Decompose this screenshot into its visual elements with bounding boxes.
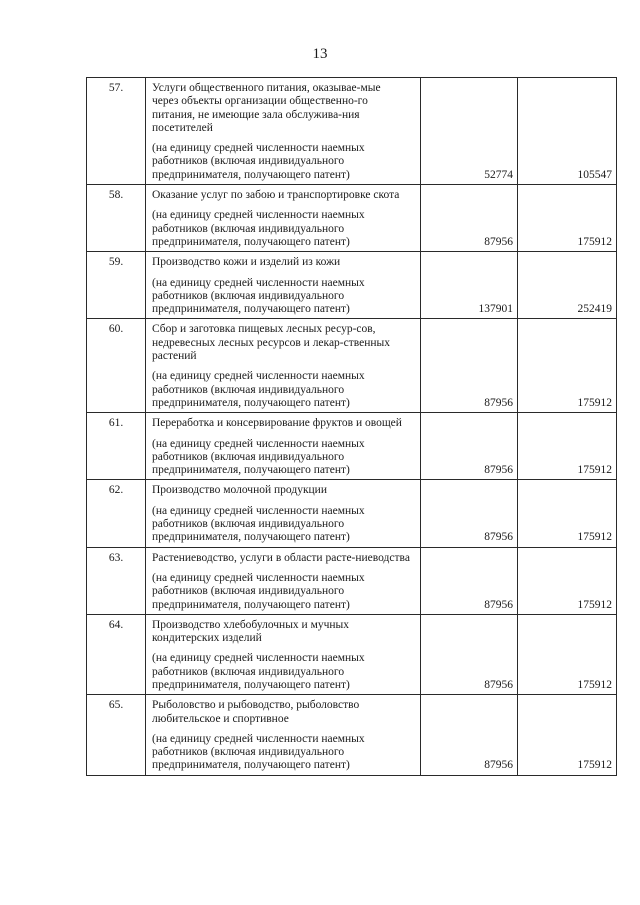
row-value-2: 252419 <box>518 252 617 319</box>
table-row <box>87 695 617 775</box>
row-note: (на единицу средней численности наемных работников (включая индивидуального предпринимателя, получающего патент) <box>152 209 365 248</box>
services-table <box>86 77 617 776</box>
row-number: 59. <box>87 252 146 319</box>
table-row <box>87 413 617 480</box>
row-description <box>146 413 421 480</box>
table-row <box>87 547 617 614</box>
row-value-1: 87956 <box>421 695 518 775</box>
row-number: 60. <box>87 319 146 413</box>
row-note: (на единицу средней численности наемных работников (включая индивидуального предпринимателя, получающего патент) <box>152 652 365 691</box>
row-description <box>146 319 421 413</box>
row-value-1: 87956 <box>421 614 518 694</box>
row-number: 62. <box>87 480 146 547</box>
row-title: Производство молочной продукции <box>152 484 327 497</box>
table-row <box>87 78 617 185</box>
row-value-2: 175912 <box>518 185 617 252</box>
row-description <box>146 78 421 185</box>
row-value-2: 175912 <box>518 319 617 413</box>
row-note: (на единицу средней численности наемных работников (включая индивидуального предпринимателя, получающего патент) <box>152 276 365 316</box>
row-description <box>146 695 421 775</box>
table-row <box>87 319 617 413</box>
row-number: 61. <box>87 413 146 480</box>
row-number: 64. <box>87 614 146 694</box>
row-number: 65. <box>87 695 146 775</box>
row-note: (на единицу средней численности наемных работников (включая индивидуального предпринимателя, получающего патент) <box>152 142 365 181</box>
table-row <box>87 185 617 252</box>
row-title: Переработка и консервирование фруктов и овощей <box>152 417 402 430</box>
row-value-2: 175912 <box>518 614 617 694</box>
page-number: 13 <box>312 46 328 62</box>
row-description <box>146 614 421 694</box>
row-value-2: 175912 <box>518 413 617 480</box>
row-number: 58. <box>87 185 146 252</box>
row-number: 57. <box>87 78 146 185</box>
row-note: (на единицу средней численности наемных работников (включая индивидуального предпринимателя, получающего патент) <box>152 571 365 611</box>
table-row <box>87 614 617 694</box>
row-title: Сбор и заготовка пищевых лесных ресур-сов, недревесных лесных ресурсов и лекар-ственных растений <box>152 323 391 363</box>
row-value-1: 87956 <box>421 185 518 252</box>
row-value-2: 175912 <box>518 480 617 547</box>
row-value-1: 87956 <box>421 319 518 413</box>
row-note: (на единицу средней численности наемных работников (включая индивидуального предпринимателя, получающего патент) <box>152 504 365 544</box>
row-title: Рыболовство и рыбоводство, рыболовство любительское и спортивное <box>152 699 360 725</box>
row-value-1: 87956 <box>421 413 518 480</box>
row-title: Производство кожи и изделий из кожи <box>152 256 341 269</box>
row-note: (на единицу средней численности наемных работников (включая индивидуального предпринимателя, получающего патент) <box>152 370 365 409</box>
row-value-2: 175912 <box>518 695 617 775</box>
row-description <box>146 252 421 319</box>
row-note: (на единицу средней численности наемных работников (включая индивидуального предпринимателя, получающего патент) <box>152 437 365 477</box>
row-value-1: 87956 <box>421 547 518 614</box>
row-number: 63. <box>87 547 146 614</box>
row-value-2: 175912 <box>518 547 617 614</box>
row-description <box>146 185 421 252</box>
row-value-1: 137901 <box>421 252 518 319</box>
table-row <box>87 480 617 547</box>
row-note: (на единицу средней численности наемных работников (включая индивидуального предпринимателя, получающего патент) <box>152 732 365 772</box>
row-title: Услуги общественного питания, оказывае-мые через объекты организации общественно-го питания, не имеющие зала обслужива-ния посетителей <box>152 82 381 134</box>
row-title: Растениеводство, услуги в области расте-ниеводства <box>152 551 410 564</box>
row-value-1: 52774 <box>421 78 518 185</box>
row-description <box>146 547 421 614</box>
row-title: Производство хлебобулочных и мучных кондитерских изделий <box>152 618 350 645</box>
row-title: Оказание услуг по забою и транспортировке скота <box>152 189 400 202</box>
table-row <box>87 252 617 319</box>
row-value-1: 87956 <box>421 480 518 547</box>
row-description <box>146 480 421 547</box>
row-value-2: 105547 <box>518 78 617 185</box>
